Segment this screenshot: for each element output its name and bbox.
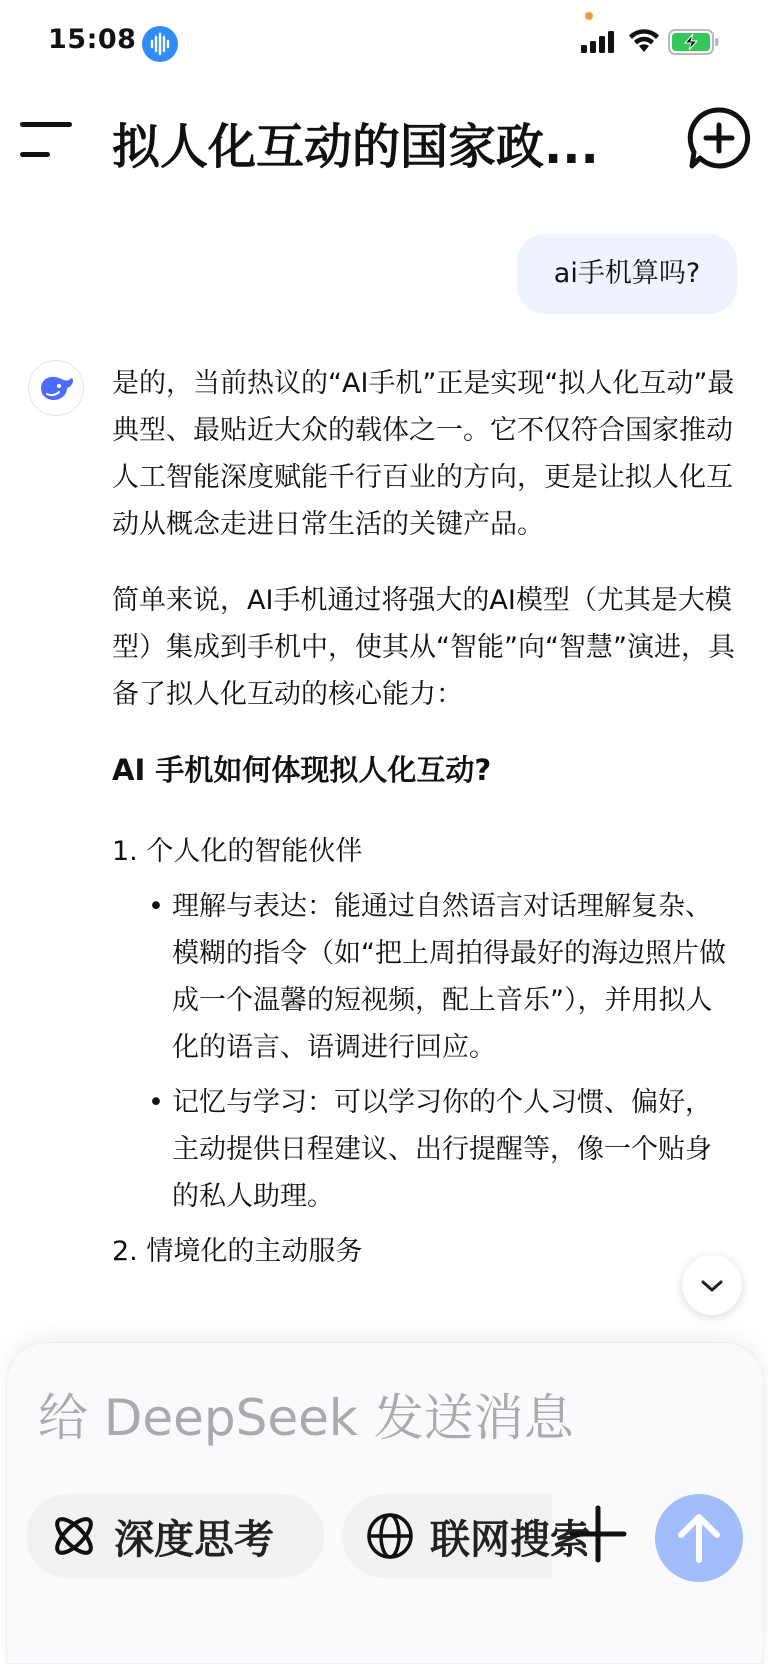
battery-charging-icon: [668, 29, 720, 59]
plus-icon: [566, 1502, 630, 1566]
menu-button[interactable]: [18, 118, 76, 166]
assistant-message: [112, 360, 738, 1283]
new-chat-icon: [686, 105, 752, 171]
new-chat-button[interactable]: [686, 105, 752, 171]
bullet-text: ：可以学习你的个人习惯、偏好，主动提供日程建议、出行提醒等，像一个贴身的私人助理。: [172, 1087, 712, 1212]
web-search-button[interactable]: [342, 1494, 590, 1578]
voice-recording-icon: [142, 26, 178, 62]
attach-button[interactable]: [566, 1502, 630, 1566]
bullet-term: 记忆与学习: [172, 1087, 307, 1118]
numbered-item: 1. 个人化的智能伙伴: [112, 836, 363, 867]
wifi-icon: [628, 28, 660, 58]
arrow-up-icon: [655, 1494, 743, 1582]
menu-icon: [18, 118, 76, 166]
bullet-item: [148, 883, 738, 1071]
globe-icon: [364, 1510, 416, 1562]
message-input[interactable]: 给 DeepSeek 发送消息: [38, 1389, 574, 1447]
assistant-heading: AI 手机如何体现拟人化互动?: [112, 753, 492, 787]
bullet-item: [148, 1079, 738, 1220]
deepseek-whale-icon: [29, 361, 82, 414]
atom-icon: [48, 1510, 100, 1562]
deep-think-label: 深度思考: [114, 1516, 274, 1563]
page-title: 拟人化互动的国家政...: [112, 119, 599, 175]
bullet-list: [112, 883, 738, 1220]
chevron-down-icon: [682, 1255, 742, 1315]
web-search-label: 联网搜索: [430, 1516, 590, 1563]
scroll-down-button[interactable]: [682, 1255, 742, 1315]
numbered-item: 2. 情境化的主动服务: [112, 1236, 363, 1267]
bullet-term: 理解与表达: [172, 891, 307, 922]
deep-think-button[interactable]: [26, 1494, 324, 1578]
assistant-paragraph: 是的，当前热议的“AI手机”正是实现“拟人化互动”最典型、最贴近大众的载体之一。它不仅符合国家推动人工智能深度赋能千行百业的方向，更是让拟人化互动从概念走进日常生活的关键产品。: [112, 368, 735, 540]
status-time: 15:08: [48, 24, 137, 55]
user-message-bubble[interactable]: ai手机算吗?: [517, 234, 737, 314]
signal-icon: [580, 30, 616, 58]
privacy-indicator-dot: [585, 12, 593, 20]
bullet-text: ：能通过自然语言对话理解复杂、模糊的指令（如“把上周拍得最好的海边照片做成一个温馨的短视频，配上音乐”），并用拟人化的语言、语调进行回应。: [172, 891, 726, 1063]
assistant-avatar: [28, 360, 84, 416]
assistant-paragraph: 简单来说，AI手机通过将强大的AI模型（尤其是大模型）集成到手机中，使其从“智能”向“智慧”演进，具备了拟人化互动的核心能力：: [112, 585, 735, 710]
send-button[interactable]: [655, 1494, 743, 1582]
